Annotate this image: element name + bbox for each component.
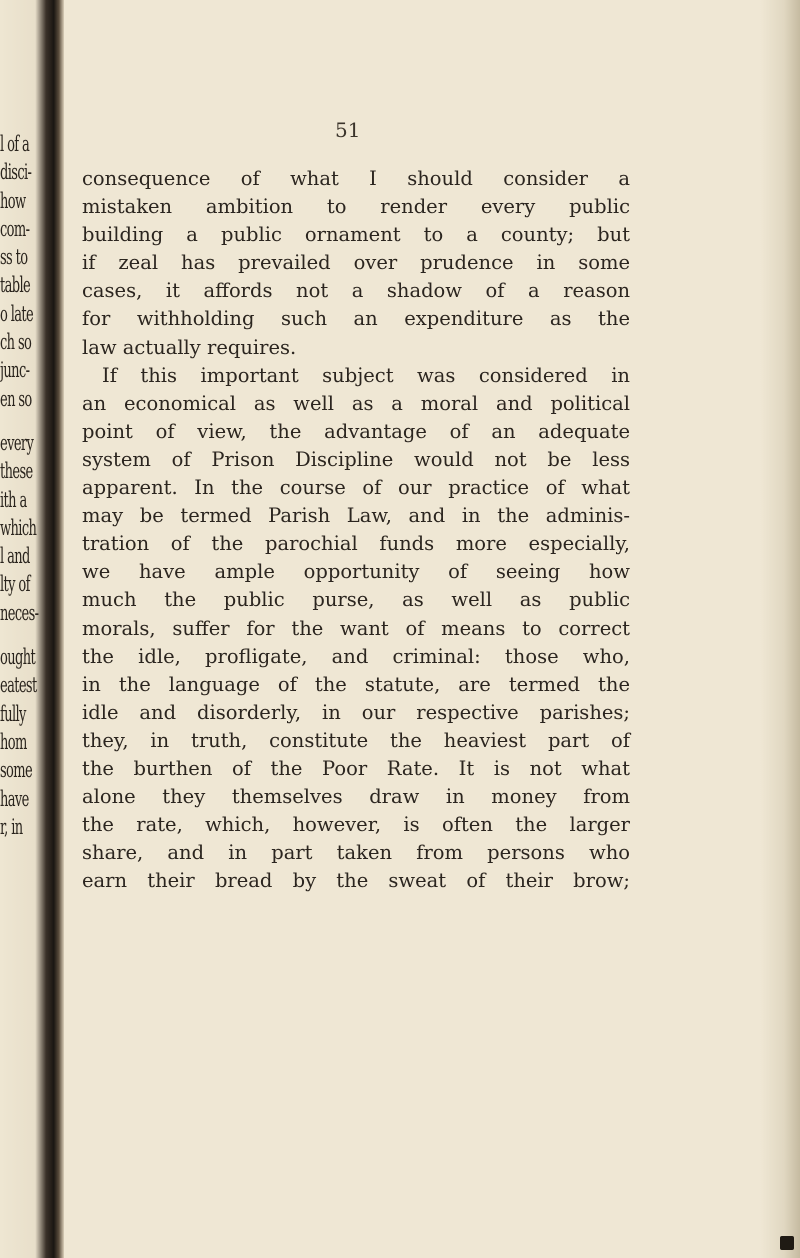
text-line: we have ample opportunity of seeing how: [82, 560, 630, 584]
text-line: much the public purse, as well as public: [82, 588, 630, 612]
text-line: in the language of the statute, are termed the: [82, 672, 630, 696]
text-line: If this important subject was considered in: [102, 363, 630, 387]
prev-fragment: lty of: [0, 572, 30, 597]
text-line: law actually requires.: [82, 335, 297, 359]
text-line: for withholding such an expenditure as the: [82, 307, 630, 331]
text-line: idle and disorderly, in our respective parishes;: [82, 700, 630, 724]
prev-fragment: eatest: [0, 673, 37, 698]
prev-fragment: ch so: [0, 330, 32, 355]
body-text: [82, 165, 630, 895]
text-line: building a public ornament to a county; but: [82, 223, 630, 247]
page-number: 51: [335, 118, 361, 142]
text-line: mistaken ambition to render every public: [82, 195, 630, 219]
text-line: tration of the parochial funds more especially,: [82, 532, 630, 556]
text-line: cases, it affords not a shadow of a reason: [82, 279, 630, 303]
prev-fragment: en so: [0, 386, 32, 411]
prev-fragment: hom: [0, 729, 27, 754]
prev-fragment: junc-: [0, 358, 30, 383]
prev-fragment: ss to: [0, 245, 28, 270]
text-line: the burthen of the Poor Rate. It is not what: [82, 756, 630, 780]
prev-fragment: neces-: [0, 600, 39, 625]
text-line: the rate, which, however, is often the larger: [82, 813, 630, 837]
prev-fragment: ought: [0, 645, 36, 670]
prev-fragment: fully: [0, 701, 26, 726]
text-line: may be termed Parish Law, and in the adminis-: [82, 504, 630, 528]
prev-fragment: some: [0, 758, 33, 783]
prev-fragment: which: [0, 515, 37, 540]
previous-page-fragments: [0, 130, 44, 841]
prev-fragment: every: [0, 430, 34, 455]
prev-fragment: table: [0, 273, 31, 298]
prev-fragment: these: [0, 459, 33, 484]
text-line: share, and in part taken from persons who: [82, 841, 630, 865]
text-line: earn their bread by the sweat of their brow;: [82, 869, 630, 893]
prev-fragment: l and: [0, 544, 30, 569]
text-line: system of Prison Discipline would not be less: [82, 447, 630, 471]
text-line: an economical as well as a moral and political: [82, 391, 630, 415]
page-edge: [760, 0, 800, 1258]
corner-mark: [780, 1236, 794, 1250]
prev-fragment: how: [0, 188, 26, 213]
text-line: point of view, the advantage of an adequate: [82, 419, 630, 443]
text-line: if zeal has prevailed over prudence in some: [82, 251, 630, 275]
prev-fragment: l of a: [0, 132, 30, 156]
prev-fragment: disci-: [0, 160, 32, 185]
text-line: the idle, profligate, and criminal: those who,: [82, 644, 630, 668]
prev-fragment: ith a: [0, 487, 27, 512]
text-line: morals, suffer for the want of means to correct: [82, 616, 630, 640]
text-line: alone they themselves draw in money from: [82, 785, 630, 809]
text-line: they, in truth, constitute the heaviest part of: [82, 728, 630, 752]
text-line: apparent. In the course of our practice of what: [82, 476, 630, 500]
prev-fragment: r, in: [0, 814, 23, 839]
prev-fragment: o late: [0, 301, 34, 326]
prev-fragment: have: [0, 786, 29, 811]
text-line: consequence of what I should consider a: [82, 167, 630, 190]
prev-fragment: com-: [0, 216, 30, 241]
